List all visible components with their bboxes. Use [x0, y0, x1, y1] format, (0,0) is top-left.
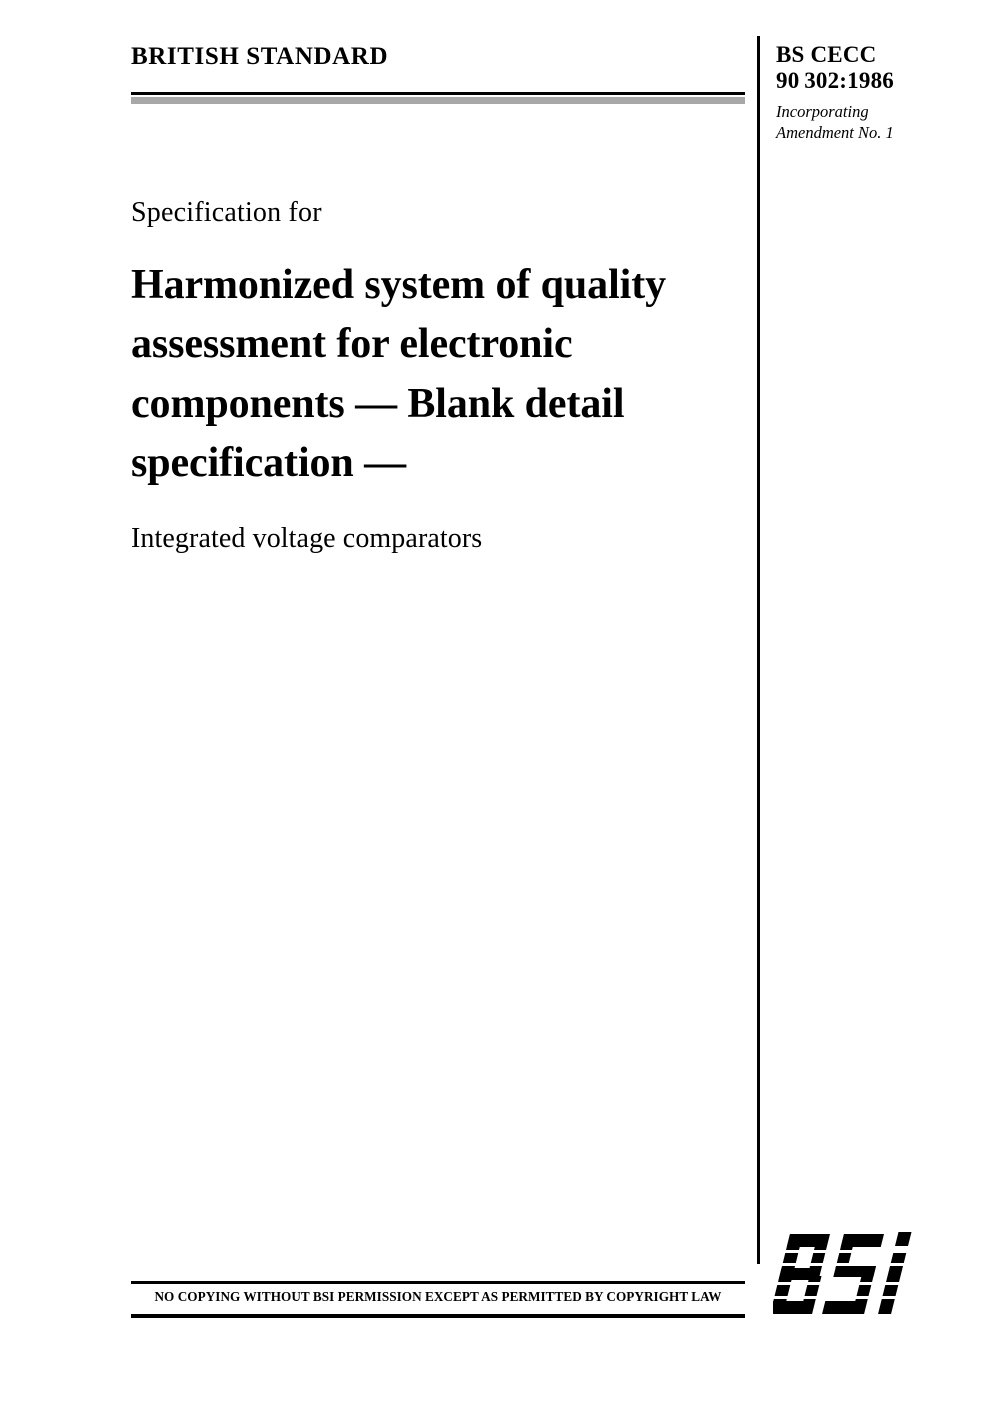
footer-rule-top — [131, 1281, 745, 1284]
specification-for-label: Specification for — [131, 197, 322, 228]
amendment-line-1: Incorporating — [776, 101, 869, 121]
page-title: Harmonized system of quality assessment for electronic components — Blank detail specification — — [131, 261, 666, 487]
title-block — [131, 196, 741, 556]
page-subtitle: Integrated voltage comparators — [131, 523, 483, 555]
amendment-line-2: Amendment No. 1 — [776, 122, 894, 142]
header-title: BRITISH STANDARD — [131, 43, 389, 70]
header-rule-grey — [131, 97, 745, 104]
header-rule-black — [131, 92, 745, 95]
standard-reference-block — [776, 42, 966, 143]
reference-line-2: 90 302:1986 — [776, 67, 894, 93]
document-header — [131, 44, 871, 70]
footer-rule-bottom — [131, 1314, 745, 1318]
amendment-note — [776, 101, 966, 144]
bsi-logo — [773, 1230, 948, 1325]
copyright-note: NO COPYING WITHOUT BSI PERMISSION EXCEPT AS PERMITTED BY COPYRIGHT LAW — [154, 1289, 722, 1304]
vertical-divider — [757, 36, 760, 1264]
reference-line-1: BS CECC — [776, 42, 877, 67]
